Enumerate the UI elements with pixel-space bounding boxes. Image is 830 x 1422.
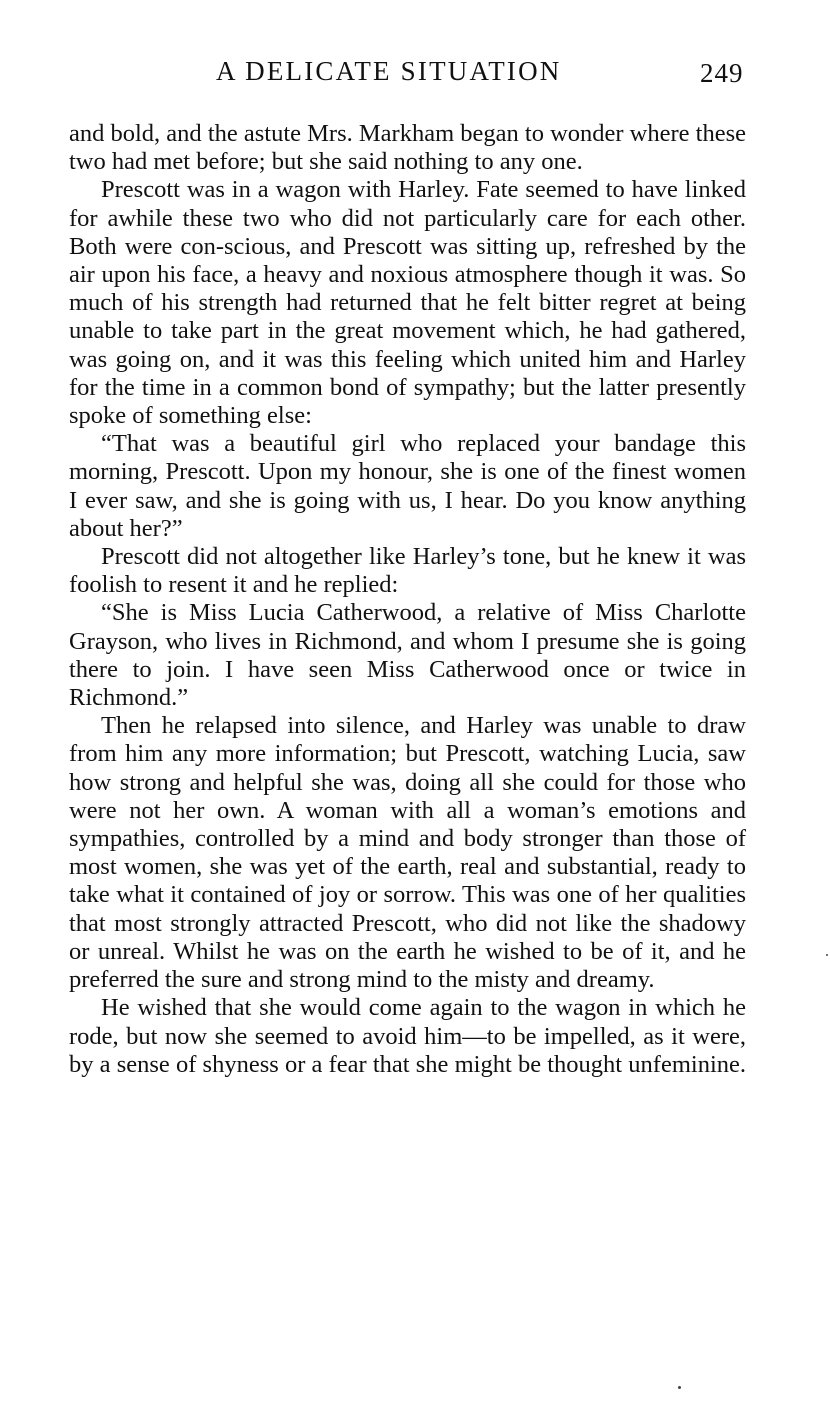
- print-speck: [826, 954, 828, 956]
- paragraph: and bold, and the astute Mrs. Markham began to wonder where these two had met before; but she said nothing to any one.: [69, 120, 746, 176]
- paragraph: Prescott was in a wagon with Harley. Fate seemed to have linked for awhile these two who did not particularly care for each other. Both were con-scious, and Prescott was sitting up, refreshed by the air upon his face, a heavy and noxious atmosphere though it was. So much of his strength had returned that he felt bitter regret at being unable to take part in the great movement which, he had gathered, was going on, and it was this feeling which united him and Harley for the time in a common bond of sympathy; but the latter presently spoke of something else:: [69, 176, 746, 430]
- running-head: [0, 56, 830, 92]
- running-title: A DELICATE SITUATION: [216, 56, 562, 86]
- paragraph: He wished that she would come again to the wagon in which he rode, but now she seemed to avoid him—to be impelled, as it were, by a sense of shyness or a fear that she might be thought unfeminine.: [69, 994, 746, 1078]
- paragraph: Prescott did not altogether like Harley’s tone, but he knew it was foolish to resent it and he replied:: [69, 543, 746, 599]
- paragraph: “That was a beautiful girl who replaced your bandage this morning, Prescott. Upon my honour, she is one of the finest women I ever saw, and she is going with us, I hear. Do you know anything about her?”: [69, 430, 746, 542]
- body-text: [69, 120, 746, 1079]
- page-number: 249: [700, 58, 744, 88]
- paragraph: Then he relapsed into silence, and Harley was unable to draw from him any more information; but Prescott, watching Lucia, saw how strong and helpful she was, doing all she could for those who were not her own. A woman with all a woman’s emotions and sympathies, controlled by a mind and body stronger than those of most women, she was yet of the earth, real and substantial, ready to take what it contained of joy or sorrow. This was one of her qualities that most strongly attracted Prescott, who did not like the shadowy or unreal. Whilst he was on the earth he wished to be of it, and he preferred the sure and strong mind to the misty and dreamy.: [69, 712, 746, 994]
- paragraph: “She is Miss Lucia Catherwood, a relative of Miss Charlotte Grayson, who lives in Richmond, and whom I presume she is going there to join. I have seen Miss Catherwood once or twice in Richmond.”: [69, 599, 746, 712]
- print-speck: [678, 1386, 681, 1389]
